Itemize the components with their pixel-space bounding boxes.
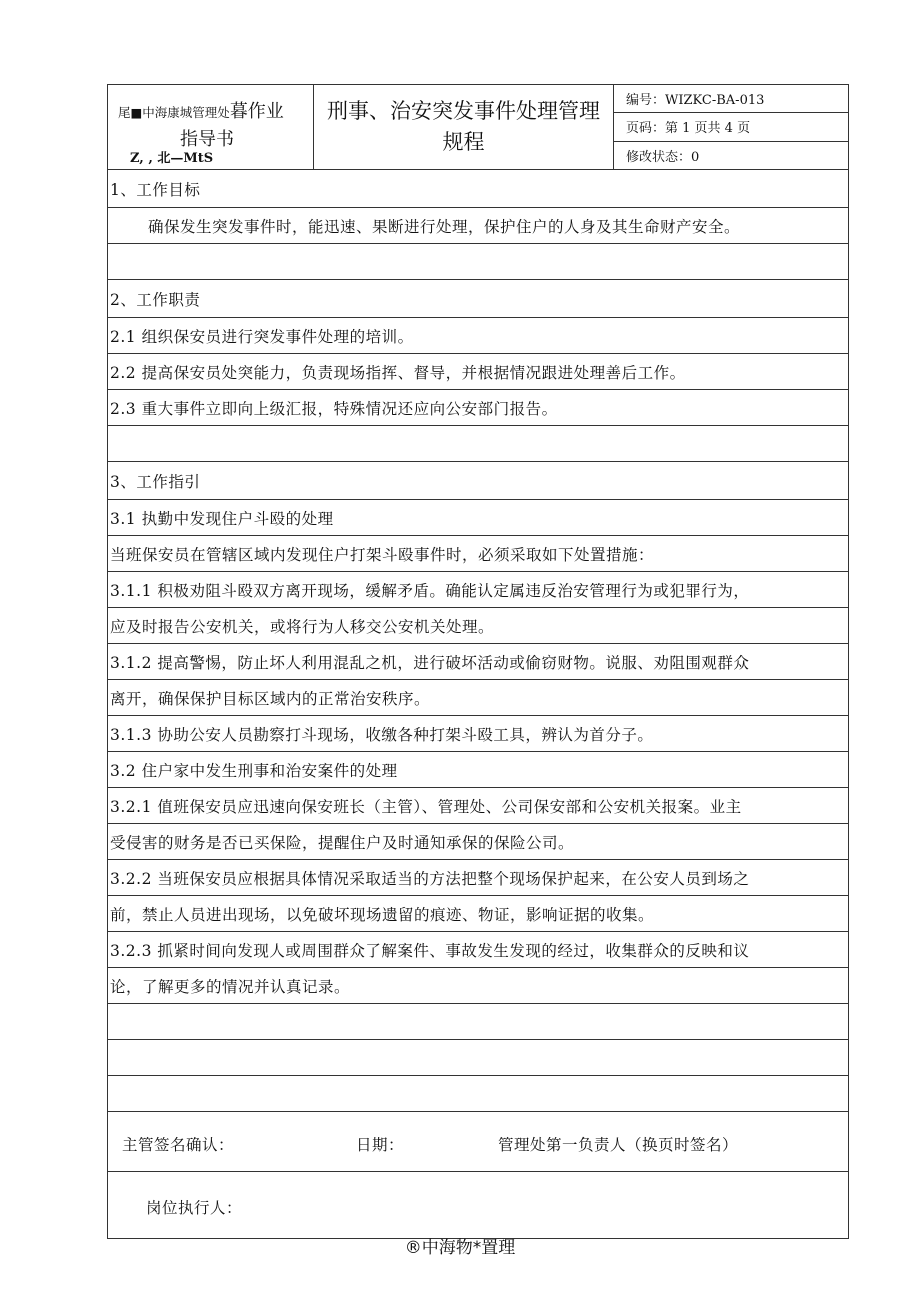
text-row: 3.2.3 抓紧时间向发现人或周围群众了解案件、事故发生发现的经过，收集群众的反映和议 <box>107 932 849 968</box>
text-row: 离开，确保保护目标区域内的正常治安秩序。 <box>107 680 849 716</box>
org-prefix: 尾■中海康城管理处 <box>118 105 230 120</box>
meta-cell <box>614 85 848 169</box>
guide-label: 指导书 <box>180 129 234 150</box>
date-label: 日期： <box>356 1136 405 1154</box>
text-row: 3.1 执勤中发现住户斗殴的处理 <box>107 500 849 536</box>
document-title: 刑事、治安突发事件处理管理规程 <box>327 99 600 154</box>
blank-row <box>107 1040 849 1076</box>
content-rows <box>107 170 849 1112</box>
org-cell <box>108 85 314 169</box>
executor-label: 岗位执行人： <box>146 1199 243 1217</box>
text-row: 3.1.2 提高警惕，防止坏人利用混乱之机，进行破坏活动或偷窃财物。说服、劝阻围观群众 <box>107 644 849 680</box>
text-row: 3、工作指引 <box>107 462 849 500</box>
text-row: 2.1 组织保安员进行突发事件处理的培训。 <box>107 318 849 354</box>
text-row: 1、工作目标 <box>107 170 849 208</box>
title-cell <box>314 85 614 169</box>
text-row: 论，了解更多的情况并认真记录。 <box>107 968 849 1004</box>
blank-row <box>107 1076 849 1112</box>
org-big: 暮作业 <box>229 101 284 122</box>
text-row: 确保发生突发事件时，能迅速、果断进行处理，保护住户的人身及其生命财产安全。 <box>107 208 849 244</box>
manager-signature-label: 管理处第一负责人（换页时签名） <box>498 1136 739 1154</box>
text-row: 3.1.1 积极劝阻斗殴双方离开现场，缓解矛盾。确能认定属违反治安管理行为或犯罪行为， <box>107 572 849 608</box>
text-row: 应及时报告公安机关，或将行为人移交公安机关处理。 <box>107 608 849 644</box>
text-row: 2.3 重大事件立即向上级汇报，特殊情况还应向公安部门报告。 <box>107 390 849 426</box>
text-row: 当班保安员在管辖区域内发现住户打架斗殴事件时，必须采取如下处置措施： <box>107 536 849 572</box>
text-row: 2.2 提高保安员处突能力，负责现场指挥、督导，并根据情况跟进处理善后工作。 <box>107 354 849 390</box>
blank-row <box>107 244 849 280</box>
revision-status: 修改状态：0 <box>626 149 700 165</box>
code-line: Z, , 北—MtS <box>130 151 214 166</box>
text-row: 受侵害的财务是否已买保险，提醒住户及时通知承保的保险公司。 <box>107 824 849 860</box>
text-row: 3.2.2 当班保安员应根据具体情况采取适当的方法把整个现场保护起来，在公安人员到场之 <box>107 860 849 896</box>
text-row: 2、工作职责 <box>107 280 849 318</box>
document-header <box>107 84 849 170</box>
text-row: 3.1.3 协助公安人员勘察打斗现场，收缴各种打架斗殴工具，辨认为首分子。 <box>107 716 849 752</box>
text-row: 3.2.1 值班保安员应迅速向保安班长（主管）、管理处、公司保安部和公安机关报案。业主 <box>107 788 849 824</box>
document-page <box>107 84 849 1239</box>
org-name <box>118 97 284 123</box>
executor-row <box>107 1172 849 1239</box>
footer-logo: ®中海物*置理 <box>404 1238 516 1258</box>
blank-row <box>107 426 849 462</box>
text-row: 3.2 住户家中发生刑事和治安案件的处理 <box>107 752 849 788</box>
doc-number: 编号：WIZKC-BA-013 <box>614 85 848 113</box>
supervisor-signature-label: 主管签名确认： <box>122 1136 235 1154</box>
signature-row <box>107 1112 849 1172</box>
text-row: 前，禁止人员进出现场，以免破坏现场遗留的痕迹、物证，影响证据的收集。 <box>107 896 849 932</box>
blank-row <box>107 1004 849 1040</box>
page-info: 页码：第 1 页共 4 页 <box>614 113 848 141</box>
